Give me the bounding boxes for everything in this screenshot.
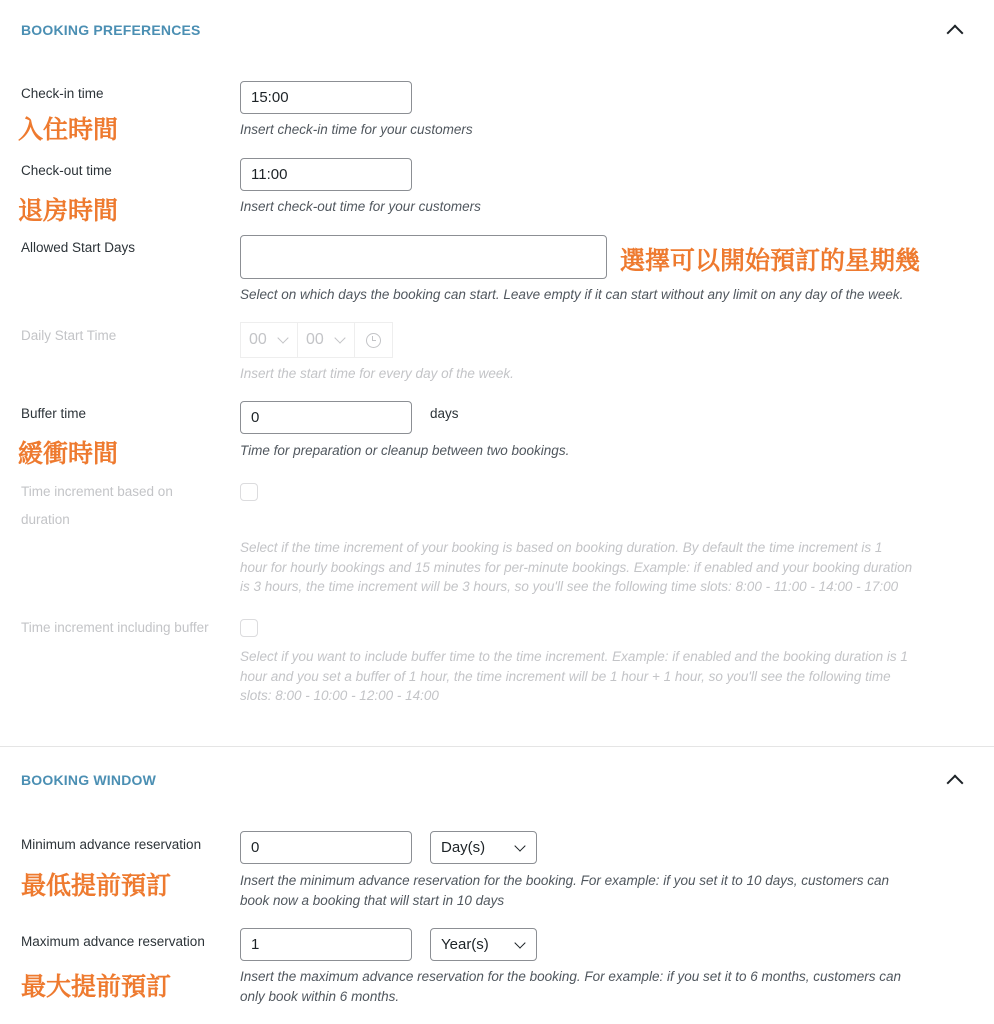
min-advance-annotation: 最低提前預訂 [21, 872, 172, 900]
max-advance-input[interactable]: 1 [240, 928, 412, 961]
increment-buffer-checkbox[interactable] [240, 619, 258, 637]
clock-icon [355, 323, 392, 357]
help-line: Insert the maximum advance reservation for the booking. For example: if you set it to 6 months, customers can [240, 969, 902, 984]
allowed-start-days-annotation: 選擇可以開始預訂的星期幾 [620, 247, 921, 275]
collapse-chevron-up-icon[interactable] [947, 25, 964, 42]
max-advance-unit-select[interactable] [430, 928, 537, 961]
min-advance-help [240, 871, 889, 910]
collapse-chevron-up-icon[interactable] [947, 775, 964, 792]
unit-value: Year(s) [441, 936, 489, 953]
increment-duration-checkbox[interactable] [240, 483, 258, 501]
checkout-help: Insert check-out time for your customers [240, 199, 481, 214]
minute-select[interactable] [298, 323, 355, 357]
buffer-time-label: Buffer time [21, 406, 87, 421]
allowed-start-days-input[interactable] [240, 235, 607, 279]
buffer-time-help: Time for preparation or cleanup between two bookings. [240, 443, 570, 458]
checkin-label: Check-in time [21, 86, 104, 101]
section-title-booking-preferences: BOOKING PREFERENCES [21, 22, 201, 38]
chevron-down-icon [277, 332, 288, 343]
increment-duration-help [240, 538, 912, 597]
chevron-down-icon [514, 937, 525, 948]
help-line: only book within 6 months. [240, 988, 400, 1004]
checkin-annotation: 入住時間 [18, 116, 119, 144]
checkout-label: Check-out time [21, 163, 112, 178]
increment-buffer-label: Time increment including buffer [21, 620, 209, 635]
daily-start-time-label: Daily Start Time [21, 328, 117, 343]
min-advance-label: Minimum advance reservation [21, 837, 202, 852]
checkin-help: Insert check-in time for your customers [240, 122, 473, 137]
hour-value: 00 [249, 331, 267, 348]
checkout-annotation: 退房時間 [18, 197, 119, 225]
help-line: slots: 8:00 - 10:00 - 12:00 - 14:00 [240, 688, 439, 703]
buffer-time-annotation: 緩衝時間 [18, 440, 119, 468]
max-advance-label: Maximum advance reservation [21, 934, 205, 949]
min-advance-unit-select[interactable] [430, 831, 537, 864]
section-divider [0, 746, 994, 747]
help-line: Insert the minimum advance reservation for the booking. For example: if you set it to 10 days, customers can [240, 873, 890, 888]
help-line: is 3 hours, the time increment will be 3 hours, so you'll see the following time slots: 8:00 - 11:00 - 14:00 - 17:00 [240, 579, 899, 594]
allowed-start-days-label: Allowed Start Days [21, 240, 136, 255]
help-line: book now a booking that will start in 10 days [240, 892, 505, 908]
help-line: hour and you set a buffer of 1 hour, the time increment will be 1 hour + 1 hour, so you'll see the following time [240, 668, 891, 684]
checkin-time-input[interactable]: 15:00 [240, 81, 412, 114]
checkout-time-input[interactable]: 11:00 [240, 158, 412, 191]
hour-select[interactable] [241, 323, 298, 357]
chevron-down-icon [334, 332, 345, 343]
increment-duration-label-2: duration [21, 512, 70, 527]
daily-start-time-picker[interactable] [240, 322, 393, 358]
minute-value: 00 [306, 331, 324, 348]
chevron-down-icon [514, 840, 525, 851]
help-line: Select if you want to include buffer time to the time increment. Example: if enabled and the booking duration is 1 [240, 649, 908, 664]
help-line: Select if the time increment of your booking is based on booking duration. By default the time increment is 1 [240, 540, 883, 555]
unit-value: Day(s) [441, 839, 486, 856]
min-advance-input[interactable]: 0 [240, 831, 412, 864]
buffer-unit: days [430, 406, 459, 421]
buffer-time-input[interactable]: 0 [240, 401, 412, 434]
max-advance-annotation: 最大提前預訂 [21, 973, 172, 1001]
increment-duration-label: Time increment based on [21, 484, 173, 499]
help-line: hour for hourly bookings and 15 minutes for per-minute bookings. Example: if enabled and your booking duration [240, 559, 913, 575]
section-title-booking-window: BOOKING WINDOW [21, 772, 157, 788]
allowed-start-days-help: Select on which days the booking can start. Leave empty if it can start without any limit on any day of the week. [240, 287, 904, 302]
increment-buffer-help [240, 647, 908, 706]
daily-start-time-help: Insert the start time for every day of the week. [240, 366, 514, 381]
max-advance-help [240, 967, 901, 1006]
